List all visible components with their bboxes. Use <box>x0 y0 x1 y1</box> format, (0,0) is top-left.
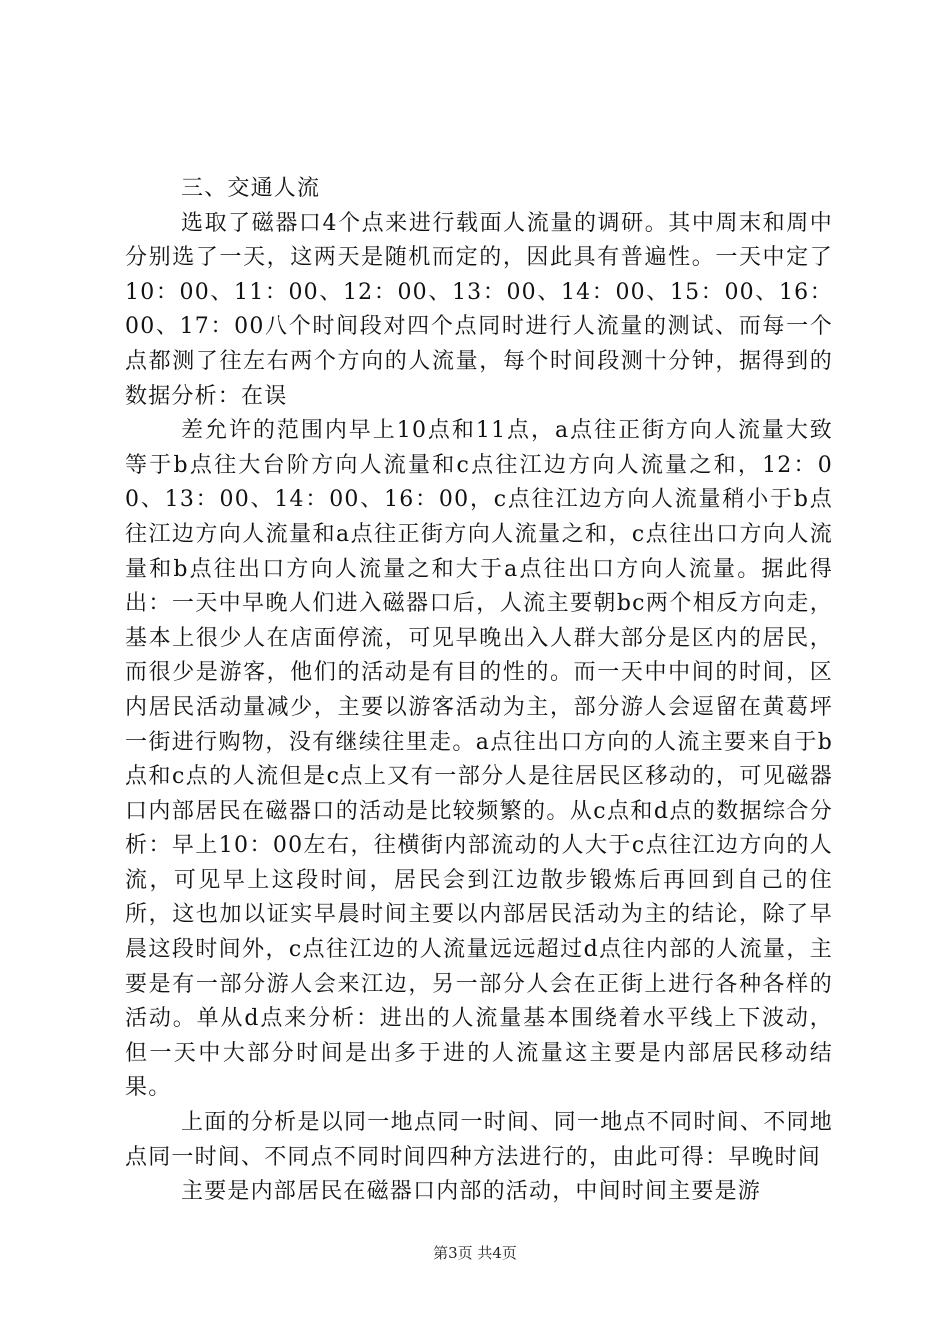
document-body <box>125 172 833 1210</box>
paragraph-3: 上面的分析是以同一地点同一时间、同一地点不同时间、不同地点同一时间、不同点不同时间四种方法进行的，由此可得：早晚时间 <box>125 1110 833 1170</box>
page-footer: 第3页 共4页 <box>433 1244 517 1262</box>
paragraph-4: 主要是内部居民在磁器口内部的活动，中间时间主要是游 <box>181 1179 762 1205</box>
section-heading: 三、交通人流 <box>181 176 321 201</box>
paragraph-1: 选取了磁器口4个点来进行载面人流量的调研。其中周末和周中分别选了一天，这两天是随机而定的，因此具有普遍性。一天中定了10：00、11：00、12：00、13：00、14：00、15：00、16：00、17：00八个时间段对四个点同时进行人流量的测试、而每一个点都测了往左右两个方向的人流量，每个时间段测十分钟，据得到的数据分析：在误 <box>125 210 833 409</box>
paragraph-2: 差允许的范围内早上10点和11点，a点往正街方向人流量大致等于b点往大台阶方向人流量和c点往江边方向人流量之和，12：00、13：00、14：00、16：00，c点往江边方向人流量稍小于b点往江边方向人流量和a点往正街方向人流量之和，c点往出口方向人流量和b点往出口方向人流量之和大于a点往出口方向人流量。据此得出：一天中早晚人们进入磁器口后，人流主要朝bc两个相反方向走，基本上很少人在店面停流，可见早晚出入人群大部分是区内的居民，而很少是游客，他们的活动是有目的性的。而一天中中间的时间，区内居民活动量减少，主要以游客活动为主，部分游人会逗留在黄葛坪一街进行购物，没有继续往里走。a点往出口方向的人流主要来自于b点和c点的人流但是c点上又有一部分人是往居民区移动的，可见磁器口内部居民在磁器口的活动是比较频繁的。从c点和d点的数据综合分析：早上10：00左右，往横街内部流动的人大于c点往江边方向的人流，可见早上这段时间，居民会到江边散步锻炼后再回到自己的住所，这也加以证实早晨时间主要以内部居民活动为主的结论，除了早晨这段时间外，c点往江边的人流量远远超过d点往内部的人流量，主要是有一部分游人会来江边，另一部分人会在正街上进行各种各样的活动。单从d点来分析：进出的人流量基本围绕着水平线上下波动，但一天中大部分时间是出多于进的人流量这主要是内部居民移动结果。 <box>125 418 833 1101</box>
